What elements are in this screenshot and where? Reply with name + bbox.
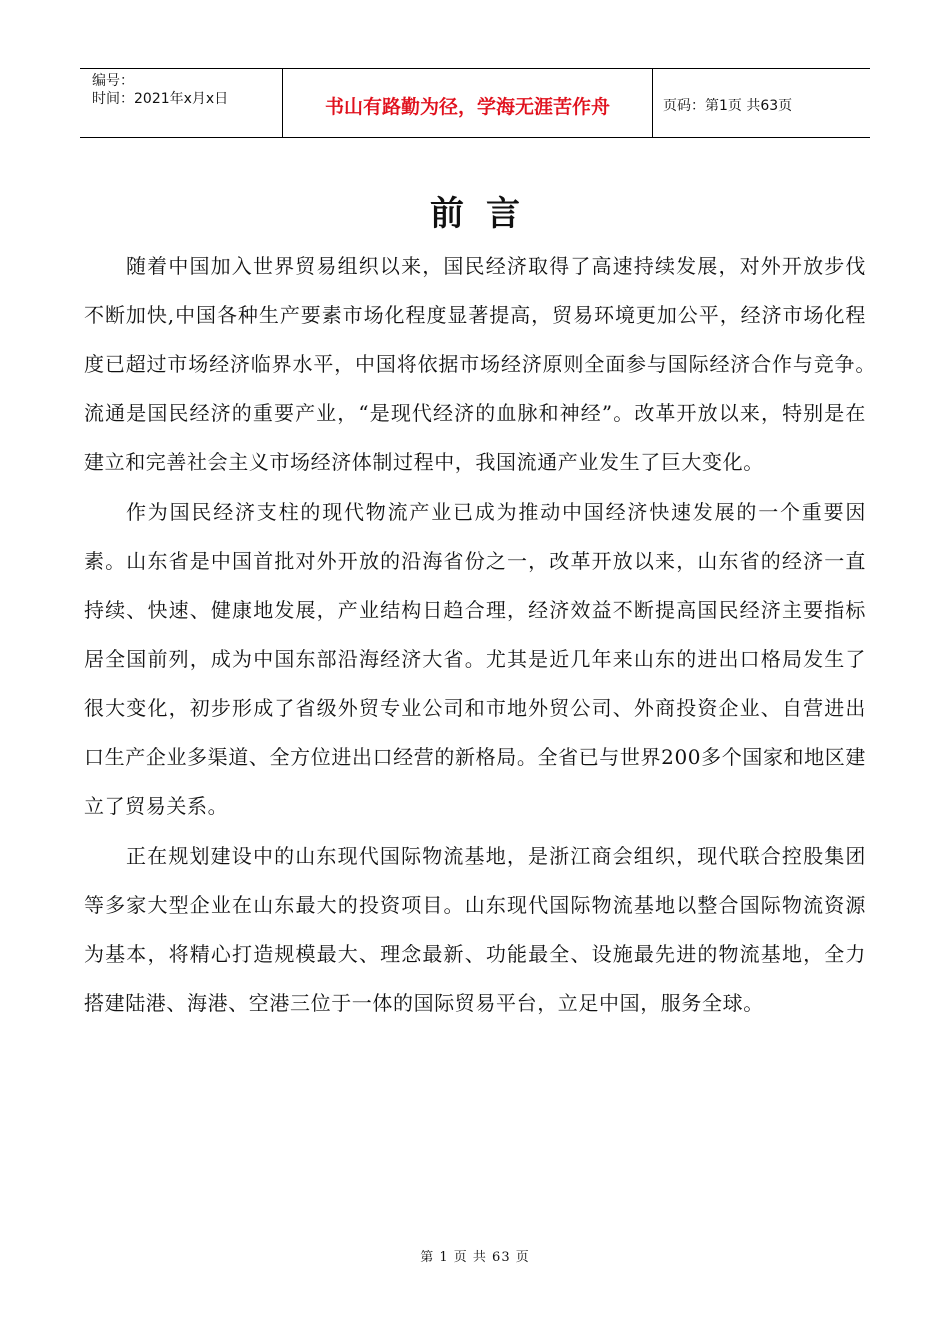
paragraph-3: 正在规划建设中的山东现代国际物流基地，是浙江商会组织，现代联合控股集团等多家大型企业在山东最大的投资项目。山东现代国际物流基地以整合国际物流资源为基本，将精心打造规模最大、理念最新、功能最全、设施最先进的物流基地，全力搭建陆港、海港、空港三位于一体的国际贸易平台，立足中国，服务全球。 [84, 844, 866, 1015]
header-meta [80, 69, 282, 137]
document-header [80, 68, 870, 138]
header-page-code: 页码：第1页 共63页 [663, 98, 793, 114]
header-motto: 书山有路勤为径，学海无涯苦作舟 [282, 69, 653, 137]
number-label: 编号： [92, 73, 134, 89]
document-body [84, 242, 887, 1028]
page-footer: 第 1 页 共 63 页 [420, 1250, 530, 1265]
paragraph-2: 作为国民经济支柱的现代物流产业已成为推动中国经济快速发展的一个重要因素。山东省是中国首批对外开放的沿海省份之一，改革开放以来，山东省的经济一直持续、快速、健康地发展，产业结构日趋合理，经济效益不断提高国民经济主要指标居全国前列，成为中国东部沿海经济大省。尤其是近几年来山东的进出口格局发生了很大变化，初步形成了省级外贸专业公司和市地外贸公司、外商投资企业、自营进出口生产企业多渠道、全方位进出口经营的新格局。全省已与世界200多个国家和地区建立了贸易关系。 [84, 500, 866, 818]
time-label: 时间：2021年x月x日 [92, 91, 229, 107]
page-title: 前言 [430, 194, 542, 234]
paragraph-1: 随着中国加入世界贸易组织以来，国民经济取得了高速持续发展，对外开放步伐不断加快,中国各种生产要素市场化程度显著提高，贸易环境更加公平，经济市场化程度已超过市场经济临界水平，中国将依据市场经济原则全面参与国际经济合作与竞争。 流通是国民经济的重要产业，“是现代经济的血脉和神经”。改革开放以来，特别是在建立和完善社会主义市场经济体制过程中，我国流通产业发生了巨大变化。 [84, 254, 887, 474]
